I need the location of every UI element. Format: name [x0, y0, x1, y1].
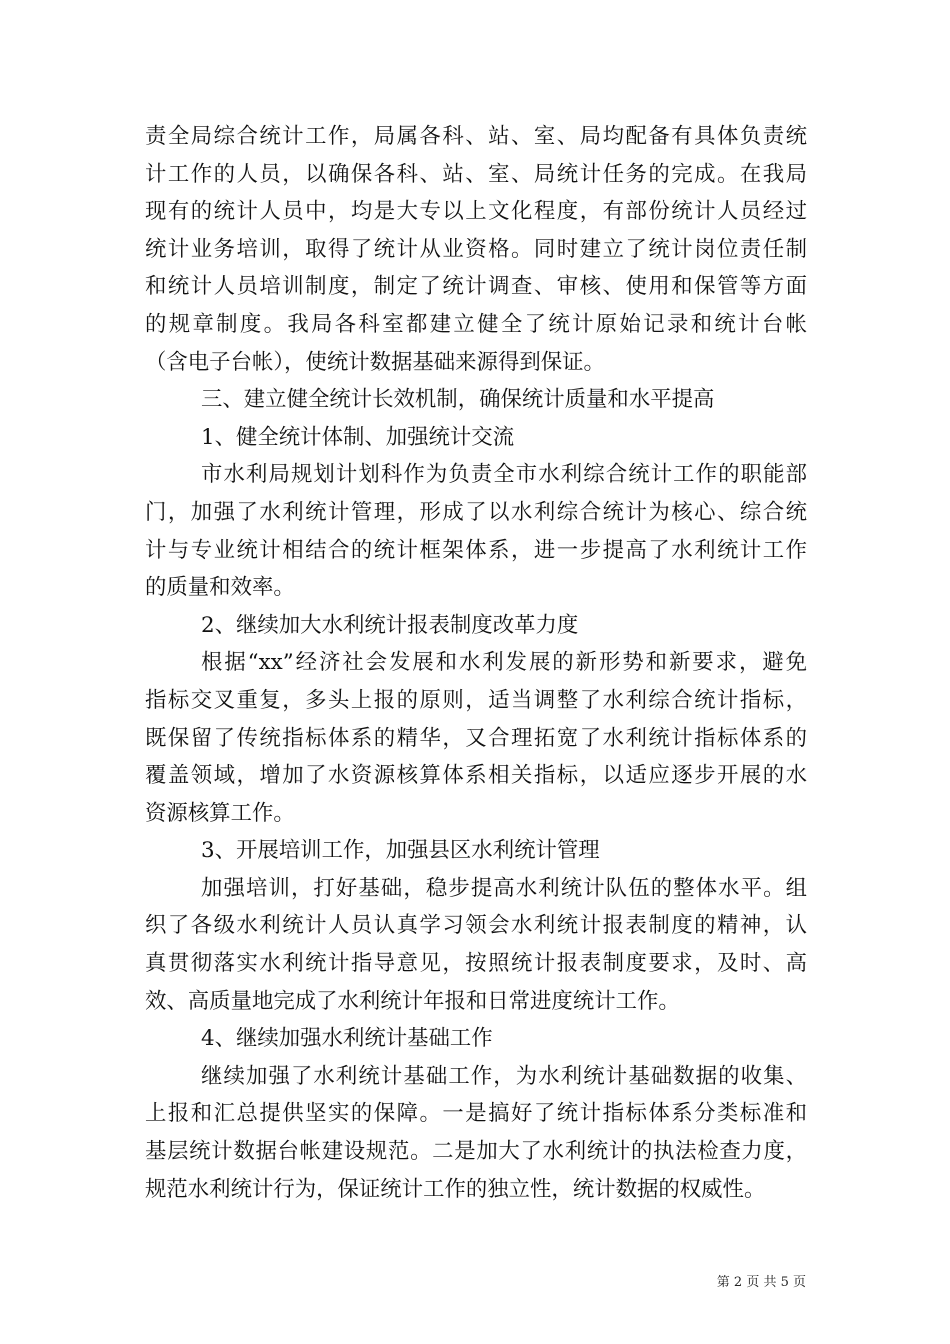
text-line: 和统计人员培训制度，制定了统计调查、审核、使用和保管等方面 — [145, 274, 807, 300]
text-line: 真贯彻落实水利统计指导意见，按照统计报表制度要求，及时、高 — [145, 951, 807, 977]
text-line: 基层统计数据台帐建设规范。二是加大了水利统计的执法检查力度， — [145, 1139, 807, 1165]
text-line: （含电子台帐），使统计数据基础来源得到保证。 — [145, 349, 605, 375]
text-line: 效、高质量地完成了水利统计年报和日常进度统计工作。 — [145, 988, 680, 1014]
text-line: 指标交叉重复，多头上报的原则，适当调整了水利综合统计指标， — [145, 687, 807, 713]
text-line: 门，加强了水利统计管理，形成了以水利综合统计为核心、综合统 — [145, 499, 807, 525]
text-line: 继续加强了水利统计基础工作，为水利统计基础数据的收集、 — [201, 1063, 807, 1089]
text-line: 市水利局规划计划科作为负责全市水利综合统计工作的职能部 — [201, 462, 807, 488]
text-line: 3、开展培训工作，加强县区水利统计管理 — [201, 838, 600, 864]
text-line: 资源核算工作。 — [145, 800, 295, 826]
text-line: 的质量和效率。 — [145, 575, 295, 601]
text-line: 1、健全统计体制、加强统计交流 — [201, 424, 515, 450]
text-line: 规范水利统计行为，保证统计工作的独立性，统计数据的权威性。 — [145, 1176, 766, 1202]
text-line: 覆盖领域，增加了水资源核算体系相关指标，以适应逐步开展的水 — [145, 763, 807, 789]
text-line: 上报和汇总提供坚实的保障。一是搞好了统计指标体系分类标准和 — [145, 1101, 807, 1127]
text-line: 的规章制度。我局各科室都建立健全了统计原始记录和统计台帐 — [145, 311, 807, 337]
text-line: 2、继续加大水利统计报表制度改革力度 — [201, 612, 579, 638]
text-line: 既保留了传统指标体系的精华，又合理拓宽了水利统计指标体系的 — [145, 725, 807, 751]
text-line: 计与专业统计相结合的统计框架体系，进一步提高了水利统计工作 — [145, 537, 807, 563]
text-line: 计工作的人员，以确保各科、站、室、局统计任务的完成。在我局 — [145, 161, 807, 187]
text-line: 4、继续加强水利统计基础工作 — [201, 1026, 493, 1052]
document-body — [145, 118, 807, 1208]
text-line: 责全局综合统计工作，局属各科、站、室、局均配备有具体负责统 — [145, 124, 807, 149]
page-number: 第 2 页 共 5 页 — [716, 1275, 806, 1290]
text-line: 织了各级水利统计人员认真学习领会水利统计报表制度的精神，认 — [145, 913, 807, 939]
text-line: 统计业务培训，取得了统计从业资格。同时建立了统计岗位责任制 — [145, 236, 807, 262]
text-line: 现有的统计人员中，均是大专以上文化程度，有部份统计人员经过 — [145, 199, 807, 225]
text-line: 加强培训，打好基础，稳步提高水利统计队伍的整体水平。组 — [201, 875, 807, 901]
text-line: 三、建立健全统计长效机制，确保统计质量和水平提高 — [201, 387, 715, 413]
text-line: 根据“xx”经济社会发展和水利发展的新形势和新要求，避免 — [201, 650, 807, 676]
